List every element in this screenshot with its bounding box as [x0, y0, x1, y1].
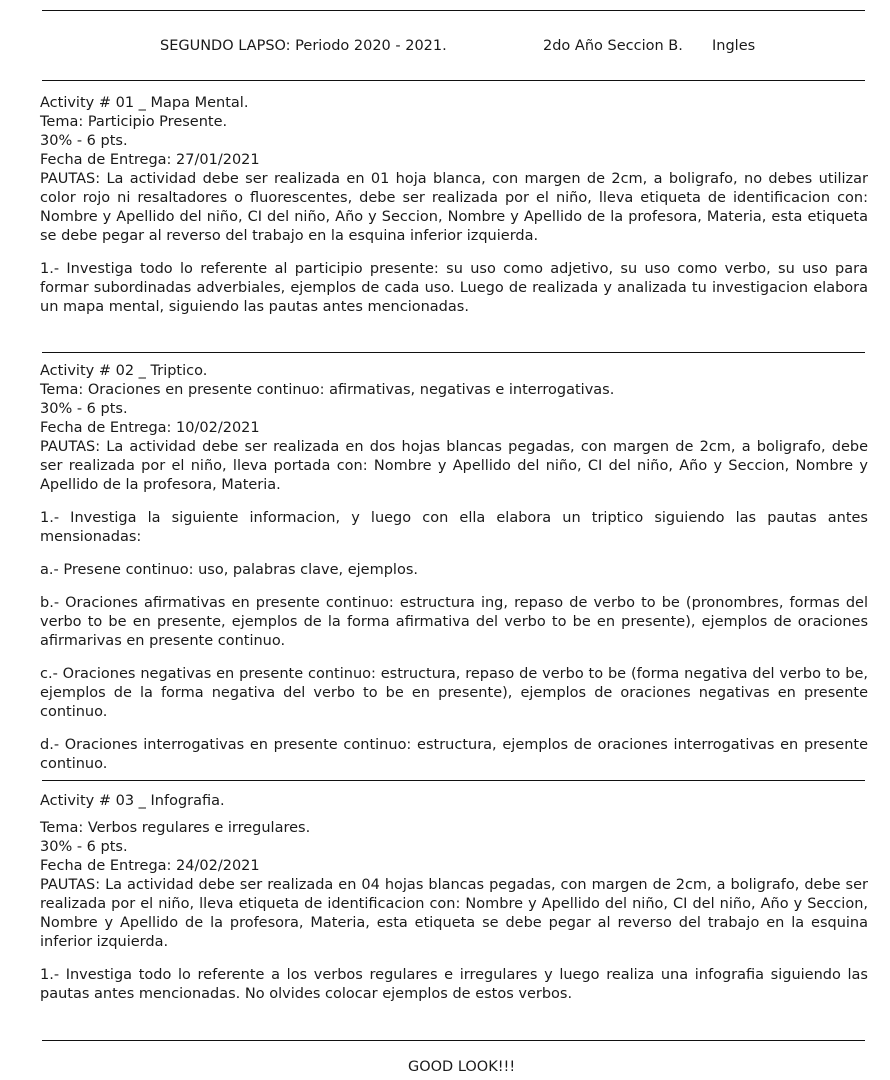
activity-1 [40, 94, 868, 317]
activity-item: 1.- Investiga todo lo referente a los verbos regulares e irregulares y luego realiza una infografia siguiendo las pautas antes mencionadas. No olvides colocar ejemplos de estos verbos. [40, 967, 868, 1002]
activity-pautas: PAUTAS: La actividad debe ser realizada en dos hojas blancas pegadas, con margen de 2cm, a boligrafo, debe ser realizada por el niño, lleva portada con: Nombre y Apellido del niño, CI del niño, Año y Seccion, Nombre y Apellido de la profesora, Materia. [40, 439, 868, 493]
activity-item: a.- Presene continuo: uso, palabras clave, ejemplos. [40, 562, 418, 578]
activity-tema: Tema: Verbos regulares e irregulares. [40, 820, 311, 836]
activity-pautas: PAUTAS: La actividad debe ser realizada en 01 hoja blanca, con margen de 2cm, a boligrafo, no debes utilizar color rojo ni resaltadores o fluorescentes, debe ser realizada por el niño, lleva etiqueta de identificacion con: Nombre y Apellido del niño, CI del niño, Año y Seccion, Nombre y Apellido de la profesora, Materia, esta etiqueta se debe pegar al reverso del trabajo en la esquina inferior izquierda. [40, 171, 868, 244]
activity-due-date: Fecha de Entrega: 10/02/2021 [40, 420, 260, 436]
top-divider [42, 10, 865, 11]
activity-divider [42, 780, 865, 781]
activity-pautas: PAUTAS: La actividad debe ser realizada en 04 hojas blancas pegadas, con margen de 2cm, a boligrafo, debe ser realizada por el niño, lleva etiqueta de identificacion con: Nombre y Apellido del niño, CI del niño, Año y Seccion, Nombre y Apellido de la profesora, Materia, esta etiqueta se debe pegar al reverso del trabajo en la esquina inferior izquierda. [40, 877, 868, 950]
period-label: SEGUNDO LAPSO: Periodo 2020 - 2021. [160, 38, 447, 54]
activity-item: c.- Oraciones negativas en presente continuo: estructura, repaso de verbo to be (forma negativa del verbo to be, ejemplos de la forma negativa del verbo to be en presente), ejemplos de oraciones negativas en presente continuo. [40, 666, 868, 720]
activity-due-date: Fecha de Entrega: 24/02/2021 [40, 858, 260, 874]
activity-due-date: Fecha de Entrega: 27/01/2021 [40, 152, 260, 168]
activity-item: 1.- Investiga la siguiente informacion, y luego con ella elabora un triptico siguiendo las pautas antes mensionadas: [40, 510, 868, 545]
activity-3 [40, 792, 868, 1004]
activity-item: b.- Oraciones afirmativas en presente continuo: estructura ing, repaso de verbo to be (pronombres, formas del verbo to be en presente, ejemplos de la forma afirmativa del verbo to be en presente), ejemplos de oraciones afirmarivas en presente continuo. [40, 595, 868, 649]
activity-weight: 30% - 6 pts. [40, 133, 128, 149]
activity-item: 1.- Investiga todo lo referente al participio presente: su uso como adjetivo, su uso como verbo, su uso para formar subordinadas adverbiales, ejemplos de cada uso. Luego de realizada y analizada tu investigacion elabora un mapa mental, siguiendo las pautas antes mencionadas. [40, 261, 868, 315]
grade-section-label: 2do Año Seccion B. [543, 38, 683, 54]
activity-weight: 30% - 6 pts. [40, 839, 128, 855]
activity-divider [42, 352, 865, 353]
activity-title: Activity # 01 _ Mapa Mental. [40, 95, 249, 111]
activity-2 [40, 362, 868, 774]
header-divider [42, 80, 865, 81]
subject-label: Ingles [712, 38, 756, 54]
bottom-divider [42, 1040, 865, 1041]
activity-title: Activity # 02 _ Triptico. [40, 363, 208, 379]
activity-tema: Tema: Oraciones en presente continuo: afirmativas, negativas e interrogativas. [40, 382, 615, 398]
activity-item: d.- Oraciones interrogativas en presente continuo: estructura, ejemplos de oraciones interrogativas en presente continuo. [40, 737, 868, 772]
activity-title: Activity # 03 _ Infografia. [40, 793, 225, 809]
activity-weight: 30% - 6 pts. [40, 401, 128, 417]
activity-tema: Tema: Participio Presente. [40, 114, 228, 130]
closing-text: GOOD LOOK!!! [408, 1059, 516, 1075]
